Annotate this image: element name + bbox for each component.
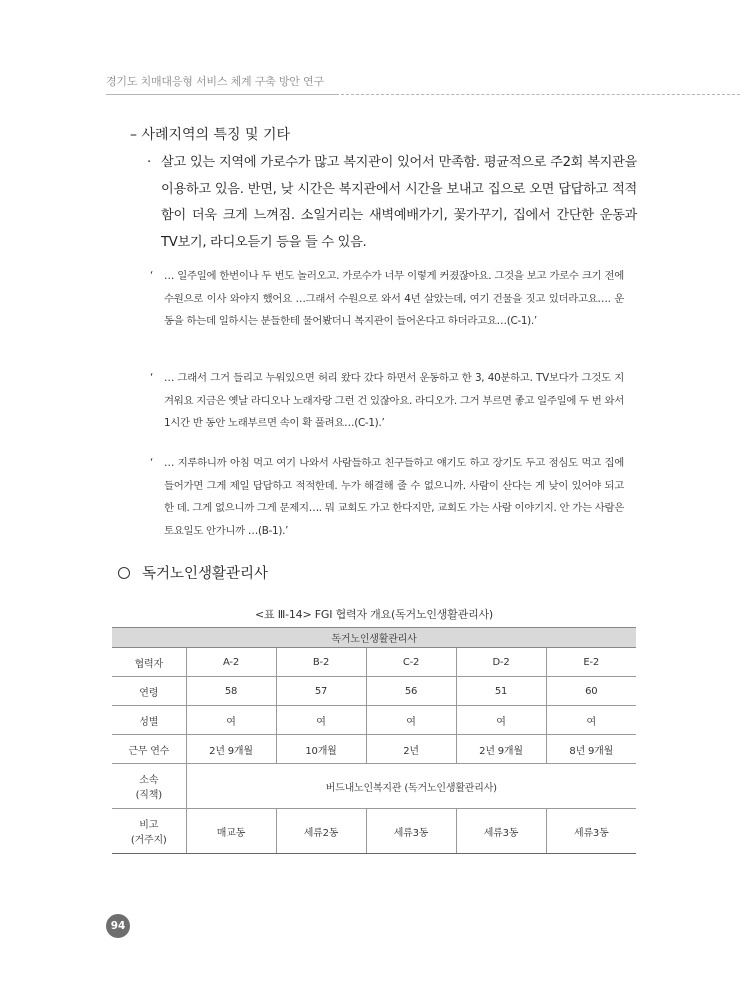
row-label: 근무 연수 xyxy=(112,735,186,764)
table-header-cell: E-2 xyxy=(546,648,636,677)
table-row xyxy=(112,706,636,735)
table-group-header-row xyxy=(112,628,636,648)
quote-open-mark: ‘ xyxy=(150,270,154,282)
row-label xyxy=(112,809,186,854)
table-cell: 매교동 xyxy=(186,809,276,854)
interview-quote-3 xyxy=(150,452,624,542)
quote-open-mark: ‘ xyxy=(150,372,154,384)
interview-quote-2 xyxy=(150,367,624,435)
table-cell: 세류3동 xyxy=(366,809,456,854)
table-row-note xyxy=(112,809,636,854)
table-cell: 57 xyxy=(276,677,366,706)
paragraph-text: 살고 있는 지역에 가로수가 많고 복지관이 있어서 만족함. 평균적으로 주2회 복지관을 이용하고 있음. 반면, 낮 시간은 복지관에서 시간을 보내고 집으로 오면 답답하고 적적함이 더욱 크게 느껴짐. 소일거리는 새벽예배가기, 꽃가꾸기, 집에서 간단한 운동과 TV보기, 라디오듣기 등을 들 수 있음. xyxy=(161,155,637,250)
table-header-cell: A-2 xyxy=(186,648,276,677)
row-label-line: 소속 xyxy=(139,775,159,786)
quote-text: … 지루하니까 아침 먹고 여기 나와서 사람들하고 친구들하고 얘기도 하고 장기도 두고 점심도 먹고 집에 들어가면 그게 제일 답답하고 적적한데. 누가 해결해 줄 수 없으니까. 사람이 산다는 게 낮이 있어야 되고 한 데. 그게 없으니까 그게 문제지…. 뭐 교회도 가고 한다지만, 교회도 가는 사람 이야기지. 안 가는 사람은 토요일도 안가니까 …(B-1).’ xyxy=(164,457,624,537)
table-cell: 2년 9개월 xyxy=(186,735,276,764)
table-cell: 세류3동 xyxy=(456,809,546,854)
running-header: 경기도 치매대응형 서비스 체계 구축 방안 연구 xyxy=(106,75,324,88)
table-cell: 8년 9개월 xyxy=(546,735,636,764)
table-cell: 2년 xyxy=(366,735,456,764)
fgi-participant-table xyxy=(112,627,636,854)
row-label: 연령 xyxy=(112,677,186,706)
quote-text: … 일주일에 한번이나 두 번도 놀러오고. 가로수가 너무 이렇게 커졌잖아요. 그것을 보고 가로수 크기 전에 수원으로 이사 와야지 했어요 …그래서 수원으로 와서 4년 살았는데, 여기 건물을 짓고 있더라고요…. 운동을 하는데 일하시는 분들한테 물어봤더니 복지관이 들어온다고 하더라고요…(C-1).’ xyxy=(164,270,624,327)
table-row xyxy=(112,735,636,764)
row-label xyxy=(112,764,186,809)
section-heading xyxy=(118,562,268,583)
interview-quote-1 xyxy=(150,265,624,333)
table-cell: 세류3동 xyxy=(546,809,636,854)
row-label-line: (직책) xyxy=(135,790,162,801)
table-cell: 여 xyxy=(276,706,366,735)
circle-bullet-icon xyxy=(118,567,130,579)
table-group-header: 독거노인생활관리사 xyxy=(112,628,636,648)
row-label: 성별 xyxy=(112,706,186,735)
table-cell: 56 xyxy=(366,677,456,706)
affiliation-value: 버드내노인복지관 (독거노인생활관리사) xyxy=(186,764,636,809)
bullet-paragraph xyxy=(147,150,637,256)
table-cell: 10개월 xyxy=(276,735,366,764)
table-cell: 여 xyxy=(546,706,636,735)
table-header-cell: 협력자 xyxy=(112,648,186,677)
table-cell: 58 xyxy=(186,677,276,706)
table-cell: 여 xyxy=(366,706,456,735)
section-heading-label: 독거노인생활관리사 xyxy=(142,566,269,582)
table-header-row xyxy=(112,648,636,677)
row-label-line: (거주지) xyxy=(130,835,167,846)
table-row xyxy=(112,677,636,706)
table-cell: 51 xyxy=(456,677,546,706)
quote-text: … 그래서 그거 들리고 누워있으면 허리 왔다 갔다 하면서 운동하고 한 3, 40분하고. TV보다가 그것도 지겨워요 지금은 옛날 라디오나 노래자랑 그런 건 있잖아요. 라디오가. 그거 부르면 좋고 일주일에 두 번 와서 1시간 반 동안 노래부르면 속이 확 풀려요…(C-1).’ xyxy=(164,372,625,429)
sub-heading: – 사례지역의 특징 및 기타 xyxy=(130,127,291,143)
header-rule-dashed xyxy=(336,94,740,95)
table-cell: 여 xyxy=(186,706,276,735)
table-header-cell: B-2 xyxy=(276,648,366,677)
table-caption: <표 Ⅲ-14> FGI 협력자 개요(독거노인생활관리사) xyxy=(254,608,494,621)
bullet-mark: · xyxy=(147,155,151,170)
table-cell: 여 xyxy=(456,706,546,735)
table-row-affiliation xyxy=(112,764,636,809)
table-cell: 세류2동 xyxy=(276,809,366,854)
header-rule-solid xyxy=(106,94,336,95)
table-header-cell: C-2 xyxy=(366,648,456,677)
table-header-cell: D-2 xyxy=(456,648,546,677)
row-label-line: 비고 xyxy=(139,820,159,831)
table-cell: 2년 9개월 xyxy=(456,735,546,764)
page-number-badge: 94 xyxy=(106,914,130,938)
table-cell: 60 xyxy=(546,677,636,706)
quote-open-mark: ‘ xyxy=(150,457,154,469)
